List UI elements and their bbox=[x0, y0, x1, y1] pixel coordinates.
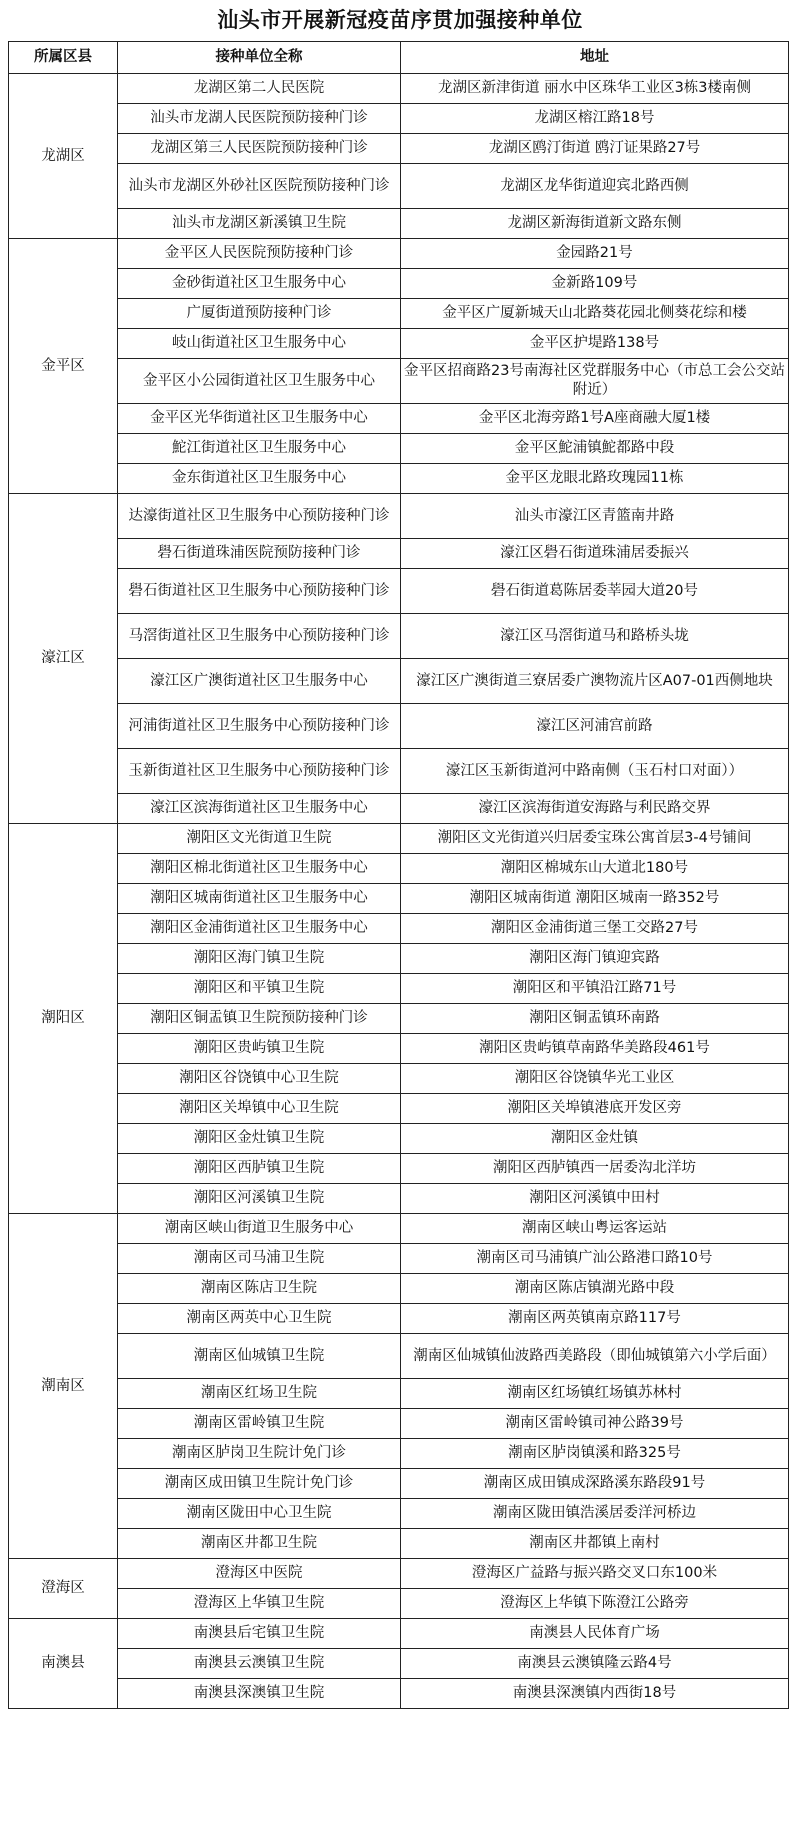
address-cell: 龙湖区龙华街道迎宾北路西侧 bbox=[401, 164, 789, 209]
table-row bbox=[9, 1214, 789, 1244]
unit-name-cell: 潮南区两英中心卫生院 bbox=[118, 1304, 401, 1334]
table-row bbox=[9, 1619, 789, 1649]
unit-name-cell: 潮南区成田镇卫生院计免门诊 bbox=[118, 1469, 401, 1499]
address-cell: 金新路109号 bbox=[401, 269, 789, 299]
unit-name-cell: 龙湖区第二人民医院 bbox=[118, 74, 401, 104]
table-row bbox=[9, 434, 789, 464]
table-row bbox=[9, 1334, 789, 1379]
address-cell: 潮阳区关埠镇港底开发区旁 bbox=[401, 1094, 789, 1124]
address-cell: 南澳县云澳镇隆云路4号 bbox=[401, 1649, 789, 1679]
table-row bbox=[9, 614, 789, 659]
address-cell: 潮南区红场镇红场镇苏林村 bbox=[401, 1379, 789, 1409]
table-body bbox=[9, 74, 789, 1709]
table-row bbox=[9, 299, 789, 329]
unit-name-cell: 潮南区司马浦卫生院 bbox=[118, 1244, 401, 1274]
table-row bbox=[9, 404, 789, 434]
address-cell: 潮南区两英镇南京路117号 bbox=[401, 1304, 789, 1334]
unit-name-cell: 南澳县云澳镇卫生院 bbox=[118, 1649, 401, 1679]
address-cell: 潮阳区城南街道 潮阳区城南一路352号 bbox=[401, 884, 789, 914]
unit-name-cell: 潮南区陇田中心卫生院 bbox=[118, 1499, 401, 1529]
table-row bbox=[9, 1304, 789, 1334]
address-cell: 潮阳区和平镇沿江路71号 bbox=[401, 974, 789, 1004]
table-row bbox=[9, 1094, 789, 1124]
address-cell: 潮阳区谷饶镇华光工业区 bbox=[401, 1064, 789, 1094]
table-row bbox=[9, 704, 789, 749]
address-cell: 潮南区雷岭镇司神公路39号 bbox=[401, 1409, 789, 1439]
page-title: 汕头市开展新冠疫苗序贯加强接种单位 bbox=[217, 8, 583, 32]
table-row bbox=[9, 359, 789, 404]
table-row bbox=[9, 884, 789, 914]
address-cell: 濠江区礐石街道珠浦居委振兴 bbox=[401, 539, 789, 569]
table-row bbox=[9, 1679, 789, 1709]
address-cell: 潮阳区海门镇迎宾路 bbox=[401, 944, 789, 974]
address-cell: 潮南区成田镇成深路溪东路段91号 bbox=[401, 1469, 789, 1499]
table-row bbox=[9, 1559, 789, 1589]
unit-name-cell: 南澳县后宅镇卫生院 bbox=[118, 1619, 401, 1649]
district-cell: 潮阳区 bbox=[9, 824, 118, 1214]
unit-name-cell: 金砂街道社区卫生服务中心 bbox=[118, 269, 401, 299]
address-cell: 南澳县人民体育广场 bbox=[401, 1619, 789, 1649]
table-row bbox=[9, 269, 789, 299]
address-cell: 潮阳区金浦街道三堡工交路27号 bbox=[401, 914, 789, 944]
unit-name-cell: 礐石街道社区卫生服务中心预防接种门诊 bbox=[118, 569, 401, 614]
address-cell: 潮南区井都镇上南村 bbox=[401, 1529, 789, 1559]
address-cell: 汕头市濠江区青篮南井路 bbox=[401, 494, 789, 539]
table-row bbox=[9, 854, 789, 884]
table-row bbox=[9, 1529, 789, 1559]
unit-name-cell: 汕头市龙湖人民医院预防接种门诊 bbox=[118, 104, 401, 134]
unit-name-cell: 潮阳区城南街道社区卫生服务中心 bbox=[118, 884, 401, 914]
address-cell: 潮阳区金灶镇 bbox=[401, 1124, 789, 1154]
table-row bbox=[9, 824, 789, 854]
table-row bbox=[9, 1409, 789, 1439]
unit-name-cell: 潮南区峡山街道卫生服务中心 bbox=[118, 1214, 401, 1244]
address-cell: 潮阳区文光街道兴归居委宝珠公寓首层3-4号铺间 bbox=[401, 824, 789, 854]
table-row bbox=[9, 1274, 789, 1304]
table-row bbox=[9, 1469, 789, 1499]
address-cell: 南澳县深澳镇内西街18号 bbox=[401, 1679, 789, 1709]
address-cell: 金平区广厦新城天山北路葵花园北侧葵花综和楼 bbox=[401, 299, 789, 329]
address-cell: 濠江区马滘街道马和路桥头垅 bbox=[401, 614, 789, 659]
address-cell: 龙湖区新海街道新文路东侧 bbox=[401, 209, 789, 239]
address-cell: 濠江区滨海街道安海路与利民路交界 bbox=[401, 794, 789, 824]
header-unit-name: 接种单位全称 bbox=[118, 42, 401, 74]
address-cell: 金平区龙眼北路玫瑰园11栋 bbox=[401, 464, 789, 494]
unit-name-cell: 马滘街道社区卫生服务中心预防接种门诊 bbox=[118, 614, 401, 659]
unit-name-cell: 鮀江街道社区卫生服务中心 bbox=[118, 434, 401, 464]
address-cell: 金平区招商路23号南海社区党群服务中心（市总工会公交站附近） bbox=[401, 359, 789, 404]
unit-name-cell: 潮阳区贵屿镇卫生院 bbox=[118, 1034, 401, 1064]
address-cell: 潮南区胪岗镇溪和路325号 bbox=[401, 1439, 789, 1469]
header-address: 地址 bbox=[401, 42, 789, 74]
unit-name-cell: 潮阳区谷饶镇中心卫生院 bbox=[118, 1064, 401, 1094]
table-row bbox=[9, 209, 789, 239]
district-cell: 金平区 bbox=[9, 239, 118, 494]
table-row bbox=[9, 239, 789, 269]
unit-name-cell: 潮南区红场卫生院 bbox=[118, 1379, 401, 1409]
unit-name-cell: 潮南区仙城镇卫生院 bbox=[118, 1334, 401, 1379]
address-cell: 龙湖区新津街道 丽水中区珠华工业区3栋3楼南侧 bbox=[401, 74, 789, 104]
table-row bbox=[9, 329, 789, 359]
district-cell: 潮南区 bbox=[9, 1214, 118, 1559]
unit-name-cell: 金东街道社区卫生服务中心 bbox=[118, 464, 401, 494]
unit-name-cell: 潮阳区棉北街道社区卫生服务中心 bbox=[118, 854, 401, 884]
address-cell: 龙湖区鸥汀街道 鸥汀证果路27号 bbox=[401, 134, 789, 164]
table-row bbox=[9, 1589, 789, 1619]
table-row bbox=[9, 1649, 789, 1679]
header-district: 所属区县 bbox=[9, 42, 118, 74]
table-row bbox=[9, 914, 789, 944]
table-row bbox=[9, 74, 789, 104]
address-cell: 濠江区河浦宫前路 bbox=[401, 704, 789, 749]
address-cell: 潮阳区西胪镇西一居委沟北洋坊 bbox=[401, 1154, 789, 1184]
address-cell: 潮阳区贵屿镇草南路华美路段461号 bbox=[401, 1034, 789, 1064]
unit-name-cell: 潮阳区和平镇卫生院 bbox=[118, 974, 401, 1004]
address-cell: 金园路21号 bbox=[401, 239, 789, 269]
address-cell: 澄海区广益路与振兴路交叉口东100米 bbox=[401, 1559, 789, 1589]
table-row bbox=[9, 569, 789, 614]
table-header-row bbox=[9, 42, 789, 74]
table-row bbox=[9, 1034, 789, 1064]
address-cell: 潮阳区棉城东山大道北180号 bbox=[401, 854, 789, 884]
unit-name-cell: 潮阳区河溪镇卫生院 bbox=[118, 1184, 401, 1214]
table-row bbox=[9, 1184, 789, 1214]
unit-name-cell: 潮阳区金灶镇卫生院 bbox=[118, 1124, 401, 1154]
address-cell: 潮南区司马浦镇广汕公路港口路10号 bbox=[401, 1244, 789, 1274]
unit-name-cell: 达濠街道社区卫生服务中心预防接种门诊 bbox=[118, 494, 401, 539]
unit-name-cell: 潮阳区金浦街道社区卫生服务中心 bbox=[118, 914, 401, 944]
unit-name-cell: 河浦街道社区卫生服务中心预防接种门诊 bbox=[118, 704, 401, 749]
unit-name-cell: 岐山街道社区卫生服务中心 bbox=[118, 329, 401, 359]
unit-name-cell: 潮阳区海门镇卫生院 bbox=[118, 944, 401, 974]
table-row bbox=[9, 1244, 789, 1274]
unit-name-cell: 龙湖区第三人民医院预防接种门诊 bbox=[118, 134, 401, 164]
table-row bbox=[9, 539, 789, 569]
unit-name-cell: 濠江区广澳街道社区卫生服务中心 bbox=[118, 659, 401, 704]
table-row bbox=[9, 494, 789, 539]
unit-name-cell: 潮南区陈店卫生院 bbox=[118, 1274, 401, 1304]
unit-name-cell: 广厦街道预防接种门诊 bbox=[118, 299, 401, 329]
unit-name-cell: 汕头市龙湖区新溪镇卫生院 bbox=[118, 209, 401, 239]
table-row bbox=[9, 794, 789, 824]
table-row bbox=[9, 104, 789, 134]
district-cell: 南澳县 bbox=[9, 1619, 118, 1709]
address-cell: 潮南区陈店镇湖光路中段 bbox=[401, 1274, 789, 1304]
table-row bbox=[9, 659, 789, 704]
district-cell: 濠江区 bbox=[9, 494, 118, 824]
unit-name-cell: 金平区人民医院预防接种门诊 bbox=[118, 239, 401, 269]
table-row bbox=[9, 1439, 789, 1469]
address-cell: 澄海区上华镇下陈澄江公路旁 bbox=[401, 1589, 789, 1619]
unit-name-cell: 潮阳区文光街道卫生院 bbox=[118, 824, 401, 854]
unit-name-cell: 潮阳区西胪镇卫生院 bbox=[118, 1154, 401, 1184]
table-row bbox=[9, 134, 789, 164]
table-row bbox=[9, 1124, 789, 1154]
address-cell: 金平区北海旁路1号A座商融大厦1楼 bbox=[401, 404, 789, 434]
unit-name-cell: 潮南区雷岭镇卫生院 bbox=[118, 1409, 401, 1439]
address-cell: 潮阳区河溪镇中田村 bbox=[401, 1184, 789, 1214]
unit-name-cell: 金平区光华街道社区卫生服务中心 bbox=[118, 404, 401, 434]
address-cell: 龙湖区榕江路18号 bbox=[401, 104, 789, 134]
address-cell: 礐石街道葛陈居委莘园大道20号 bbox=[401, 569, 789, 614]
unit-name-cell: 澄海区上华镇卫生院 bbox=[118, 1589, 401, 1619]
address-cell: 金平区鮀浦镇鮀都路中段 bbox=[401, 434, 789, 464]
table-row bbox=[9, 464, 789, 494]
table-row bbox=[9, 974, 789, 1004]
unit-name-cell: 汕头市龙湖区外砂社区医院预防接种门诊 bbox=[118, 164, 401, 209]
table-row bbox=[9, 1499, 789, 1529]
district-cell: 龙湖区 bbox=[9, 74, 118, 239]
district-cell: 澄海区 bbox=[9, 1559, 118, 1619]
unit-name-cell: 潮南区胪岗卫生院计免门诊 bbox=[118, 1439, 401, 1469]
unit-name-cell: 潮阳区铜盂镇卫生院预防接种门诊 bbox=[118, 1004, 401, 1034]
address-cell: 濠江区广澳街道三寮居委广澳物流片区A07-01西侧地块 bbox=[401, 659, 789, 704]
address-cell: 潮南区仙城镇仙波路西美路段（即仙城镇第六小学后面） bbox=[401, 1334, 789, 1379]
address-cell: 金平区护堤路138号 bbox=[401, 329, 789, 359]
address-cell: 濠江区玉新街道河中路南侧（玉石村口对面）） bbox=[401, 749, 789, 794]
table-row bbox=[9, 944, 789, 974]
table-row bbox=[9, 1154, 789, 1184]
unit-name-cell: 濠江区滨海街道社区卫生服务中心 bbox=[118, 794, 401, 824]
table-row bbox=[9, 1379, 789, 1409]
unit-name-cell: 潮阳区关埠镇中心卫生院 bbox=[118, 1094, 401, 1124]
address-cell: 潮阳区铜盂镇环南路 bbox=[401, 1004, 789, 1034]
address-cell: 潮南区峡山粤运客运站 bbox=[401, 1214, 789, 1244]
table-row bbox=[9, 164, 789, 209]
vaccination-sites-table bbox=[8, 41, 789, 1709]
table-row bbox=[9, 1064, 789, 1094]
unit-name-cell: 玉新街道社区卫生服务中心预防接种门诊 bbox=[118, 749, 401, 794]
unit-name-cell: 澄海区中医院 bbox=[118, 1559, 401, 1589]
address-cell: 潮南区陇田镇浩溪居委洋河桥边 bbox=[401, 1499, 789, 1529]
unit-name-cell: 潮南区井都卫生院 bbox=[118, 1529, 401, 1559]
unit-name-cell: 金平区小公园街道社区卫生服务中心 bbox=[118, 359, 401, 404]
table-row bbox=[9, 749, 789, 794]
table-row bbox=[9, 1004, 789, 1034]
unit-name-cell: 礐石街道珠浦医院预防接种门诊 bbox=[118, 539, 401, 569]
unit-name-cell: 南澳县深澳镇卫生院 bbox=[118, 1679, 401, 1709]
